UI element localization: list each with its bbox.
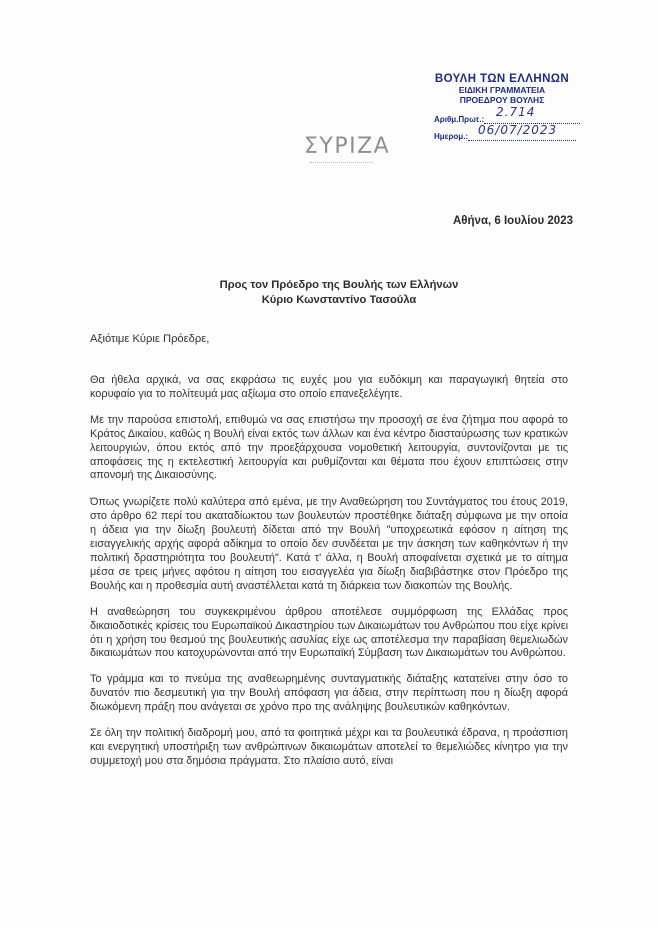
stamp-dept: ΕΙΔΙΚΗ ΓΡΑΜΜΑΤΕΙΑ xyxy=(458,85,546,95)
stamp-date-label: Ημερομ.: xyxy=(434,132,469,141)
paragraph: Με την παρούσα επιστολή, επιθυμώ να σας επιστήσω την προσοχή σε ένα ζήτημα που αφορά το Κράτος Δικαίου, καθώς η Βουλή είναι εκτός των άλλων και ένα κέντρο διασταύρωσης των κρατικών λειτουργιών, όπου εκτός από την προεξάρχουσα νομοθετική λειτουργία, συντονίζονται με τις αποφάσεις της η εκτελεστική λειτουργία και ρυθμίζονται και θέματα που έχουν επιπτώσεις στην απονομή της Δικαιοσύνης. xyxy=(90,413,568,482)
salutation: Αξιότιμε Κύριε Πρόεδρε, xyxy=(90,333,210,345)
paragraph: Η αναθεώρηση του συγκεκριμένου άρθρου αποτέλεσε συμμόρφωση της Ελλάδας προς δικαιοδοτικές κρίσεις του Ευρωπαϊκού Δικαστηρίου των Δικαιωμάτων του Ανθρώπου που είχε κρίνει ότι η χρήση του θεσμού της βουλευτικής ασυλίας είχε ως αποτέλεσμα την παραβίαση θεμελιωδών δικαιωμάτων που κατοχυρώνονται από την Ευρωπαϊκή Σύμβαση των Δικαιωμάτων του Ανθρώπου. xyxy=(90,605,568,660)
stamp-date-value: 06/07/2023 xyxy=(478,123,558,137)
paragraph: Όπως γνωρίζετε πολύ καλύτερα από εμένα, με την Αναθεώρηση του Συντάγματος του έτους 2019, στο άρθρο 62 περί του ακαταδίωκτου των βουλευτών προστέθηκε διάταξη σύμφωνα με την οποία η άδεια για την δίωξη βουλευτή δίδεται από την Βουλή "υποχρεωτικά εφόσον η αίτηση της εισαγγελικής αρχής αφορά αδίκημα το οποίο δεν συνδέεται με την άσκηση των καθηκόντων ή την πολιτική δραστηριότητα του βουλευτή". Κατά τ' άλλα, η Βουλή αποφαίνεται σχετικά με το αίτημα μέσα σε τρεις μήνες αφότου η αίτηση του εισαγγελέα για δίωξη διαβιβάστηκε στον Πρόεδρο της Βουλής και η προθεσμία αυτή αναστέλλεται κατά τη διάρκεια των διακοπών της Βουλής. xyxy=(90,496,568,592)
party-logo xyxy=(284,134,404,174)
paragraph: Θα ήθελα αρχικά, να σας εκφράσω τις ευχές μου για ευδόκιμη και παραγωγική θητεία στο κορυφαίο για το πολίτευμά μας αξίωμα στο οποίο επανεξελέγητε. xyxy=(90,374,568,400)
registry-stamp xyxy=(432,73,602,141)
stamp-protocol-number: 2.714 xyxy=(496,105,536,119)
logo-subtitle-line xyxy=(310,162,372,166)
recipient-block xyxy=(0,278,658,308)
stamp-protocol-label: Αριθμ.Πρωτ.: xyxy=(434,115,485,124)
logo-text: ΣΥΡΙΖΑ xyxy=(304,134,391,159)
stamp-office: ΠΡΟΕΔΡΟΥ ΒΟΥΛΗΣ xyxy=(459,95,545,105)
stamp-org: ΒΟΥΛΗ ΤΩΝ ΕΛΛΗΝΩΝ xyxy=(434,73,570,85)
paragraph: Σε όλη την πολιτική διαδρομή μου, από τα φοιτητικά μέχρι και τα βουλευτικά έδρανα, η προάσπιση και ενεργητική υποστήριξη των ανθρώπινων δικαιωμάτων αποτελεί το θεμελιώδες κίνητρο για την συμμετοχή μου στα δημόσια πράγματα. Στο πλαίσιο αυτό, είναι xyxy=(90,727,568,767)
paragraph: Το γράμμα και το πνεύμα της αναθεωρημένης συνταγματικής διάταξης κατατείνει στην όσο το δυνατόν πιο δεσμευτική για την Βουλή απόφαση για άδεια, στην περίπτωση που η δίωξη αφορά διωκόμενη πράξη που ανάγεται σε χρόνο προ της ανάληψης βουλευτικών καθηκόντων. xyxy=(90,673,568,714)
recipient-line-2: Κύριο Κωνσταντίνο Τασούλα xyxy=(261,294,417,306)
place-date: Αθήνα, 6 Ιουλίου 2023 xyxy=(453,215,573,227)
recipient-line-1: Προς τον Πρόεδρο της Βουλής των Ελλήνων xyxy=(219,279,459,291)
letter-body xyxy=(90,374,568,781)
